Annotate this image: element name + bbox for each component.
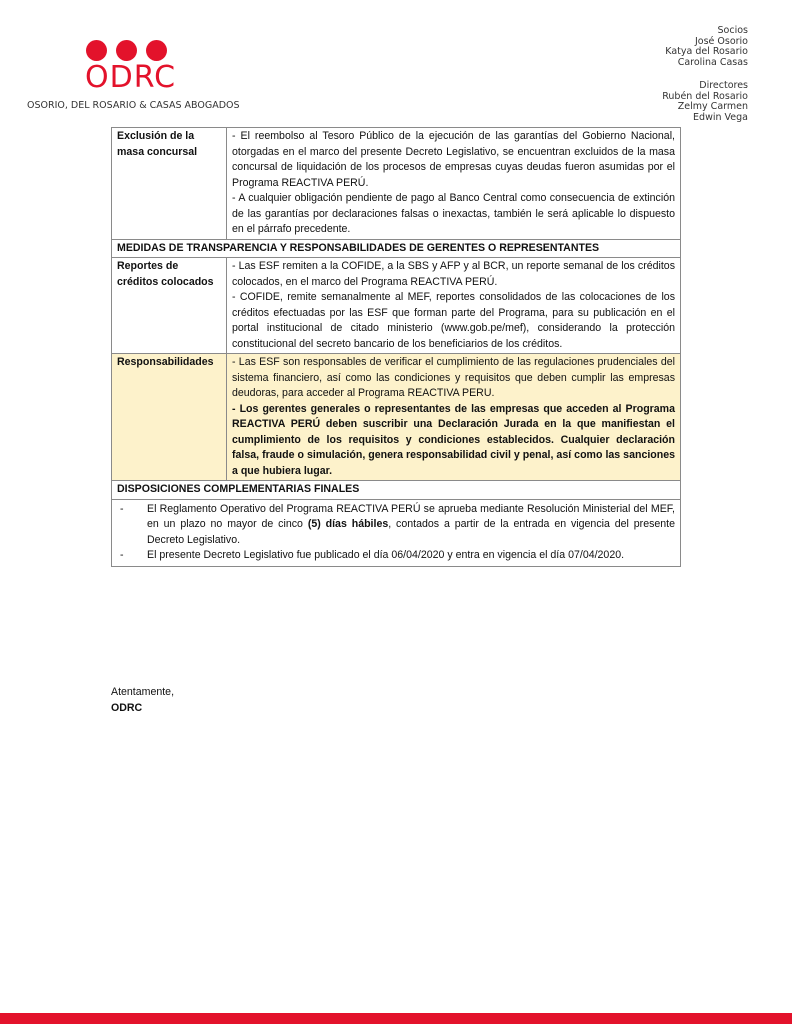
paragraph: - El reembolso al Tesoro Público de la ejecución de las garantías del Gobierno Nacional, otorgadas en el marco del presente Decreto Legislativo, se encuentran excluidos de la masa concursal de liquidación de los procesos de empresas cuyas deudas fueron asumidas por el Programa REACTIVA PERÚ. (232, 130, 675, 189)
list-item-text: El Reglamento Operativo del Programa REACTIVA PERÚ se aprueba mediante Resolución Ministerial del MEF, en un plazo no mayor de cinco (147, 502, 675, 530)
section-heading: DISPOSICIONES COMPLEMENTARIAS FINALES (112, 481, 681, 500)
firm-tagline: OSORIO, DEL ROSARIO & CASAS ABOGADOS (27, 100, 240, 111)
director-name: Rubén del Rosario (662, 90, 748, 102)
paragraph: - A cualquier obligación pendiente de pago al Banco Central como consecuencia de extinción de las garantías por declaraciones falsas o inexactas, también le será aplicable lo dispuesto en el párrafo precedente. (232, 192, 675, 235)
logo-dot-icon (146, 40, 167, 61)
decree-summary-table (111, 127, 681, 567)
directors-title: Directores (699, 80, 748, 91)
row-content (227, 128, 681, 240)
logo-text: ODRC (85, 60, 177, 95)
director-name: Zelmy Carmen (677, 101, 748, 112)
table-row (112, 499, 681, 566)
partners-title: Socios (717, 25, 748, 36)
table-row (112, 128, 681, 240)
provisions-list (117, 502, 675, 564)
director-name: Edwin Vega (693, 111, 748, 123)
row-content (227, 354, 681, 481)
list-item (147, 502, 675, 549)
table-row (112, 481, 681, 500)
list-item: - El presente Decreto Legislativo fue publicado el día 06/04/2020 y entra en vigencia el día 07/04/2020. (147, 548, 675, 564)
table-row (112, 354, 681, 481)
table-row (112, 239, 681, 258)
section-heading: MEDIDAS DE TRANSPARENCIA Y RESPONSABILIDADES DE GERENTES O REPRESENTANTES (112, 239, 681, 258)
list-item-bold: (5) días hábiles (307, 518, 389, 530)
row-content (112, 499, 681, 566)
footer-bar (0, 1013, 792, 1024)
salutation: Atentamente, (111, 686, 175, 698)
partner-name: José Osorio (694, 35, 748, 47)
signature-block (111, 684, 174, 716)
paragraph-bold: - Los gerentes generales o representantes de las empresas que acceden al Programa REACTIVA PERÚ deben suscribir una Declaración Jurada en la que manifiestan el cumplimiento de los requisitos y condiciones establecidos. Cualquier declaración falsa, fraude o simulación, genera responsabilidad civil y penal, así como las sanciones a que hubiera lugar. (232, 402, 675, 477)
row-label: Exclusión de la masa concursal (112, 128, 227, 240)
table-row (112, 258, 681, 354)
logo-dot-icon (86, 40, 107, 61)
partner-name: Carolina Casas (677, 56, 748, 68)
list-item-text: , contados a partir de la entrada en vigencia del presente Decreto Legislativo. (147, 518, 675, 546)
row-content (227, 258, 681, 354)
row-label: Responsabilidades (112, 354, 227, 481)
logo-dots-icon (86, 40, 196, 62)
partner-name: Katya del Rosario (665, 46, 748, 57)
partners-block (662, 26, 748, 123)
row-label: Reportes de créditos colocados (112, 258, 227, 354)
paragraph: - Las ESF remiten a la COFIDE, a la SBS y AFP y al BCR, un reporte semanal de los créditos colocados, en el marco del Programa REACTIVA PERÚ. (232, 260, 675, 288)
paragraph: - Las ESF son responsables de verificar el cumplimiento de las regulaciones prudenciales del sistema financiero, así como las condiciones y requisitos que deben cumplir las empresas deudoras, para acceder al Programa REACTIVA PERU. (232, 356, 675, 399)
paragraph: - COFIDE, remite semanalmente al MEF, reportes consolidados de las colocaciones de los créditos efectuadas por las ESF que forman parte del Programa, para su publicación en el portal institucional de citado ministerio (www.gob.pe/mef), considerando la protección constitucional del secreto bancario de los beneficiarios de los créditos. (232, 291, 675, 350)
logo-dot-icon (116, 40, 137, 61)
signature-firm: ODRC (111, 702, 143, 714)
